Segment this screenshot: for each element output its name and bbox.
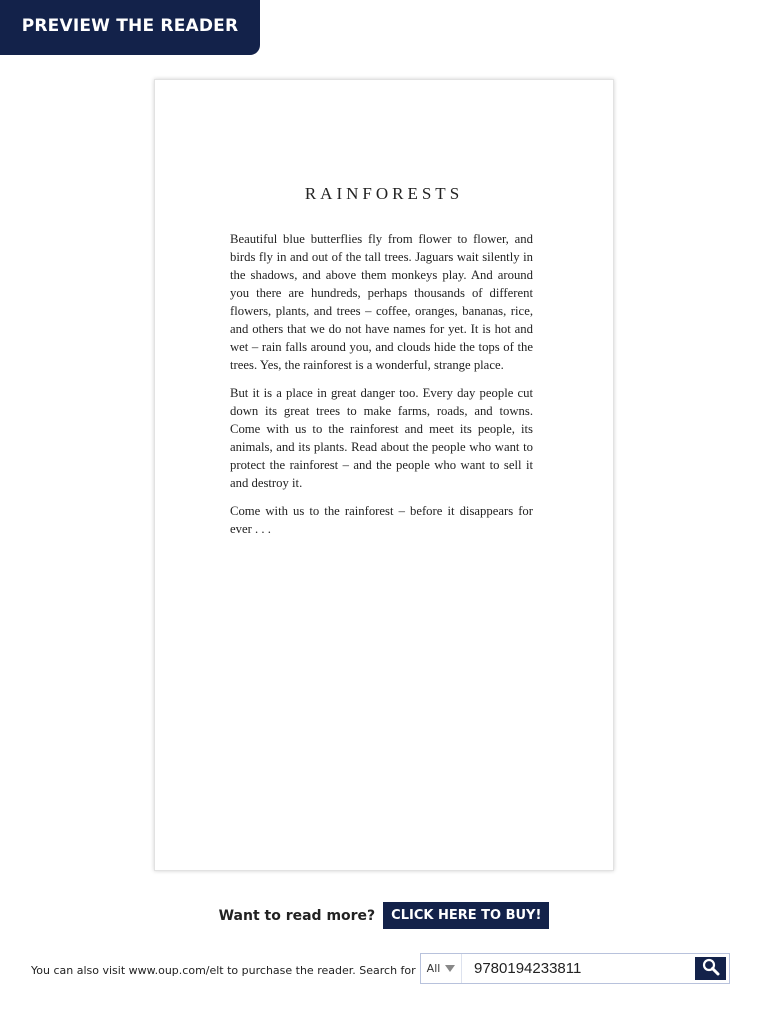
book-paragraph-2: But it is a place in great danger too. Every day people cut down its great trees to make farms, roads, and towns. Come with us to the rainforest and meet its people, its animals, and its plants. Read about the people who want to protect the rainforest – and the people who want to sell it and destroy it.	[230, 386, 533, 490]
search-icon	[702, 958, 720, 979]
search-filter-select[interactable]	[421, 954, 462, 983]
header-title: PREVIEW THE READER	[21, 16, 239, 36]
book-text	[230, 230, 533, 548]
buy-button[interactable]: CLICK HERE TO BUY!	[383, 902, 549, 929]
buy-cta	[0, 902, 768, 929]
book-page-preview	[154, 79, 614, 871]
chevron-down-icon	[445, 965, 455, 972]
footer-text: You can also visit www.oup.com/elt to purchase the reader. Search for	[31, 964, 416, 977]
book-paragraph-3: Come with us to the rainforest – before it disappears for ever . . .	[230, 504, 533, 536]
cta-label: Want to read more?	[218, 907, 376, 924]
book-title: RAINFORESTS	[304, 184, 464, 203]
search-box	[420, 953, 730, 984]
search-filter-value: All	[426, 962, 441, 975]
book-paragraph-1: Beautiful blue butterflies fly from flower to flower, and birds fly in and out of the tall trees. Jaguars wait silently in the shadows, and above them monkeys play. And around you there are hundreds, perhaps thousands of different flowers, plants, and trees – coffee, oranges, bananas, rice, and others that we do not have names for yet. It is hot and wet – rain falls around you, and clouds hide the tops of the trees. Yes, the rainforest is a wonderful, strange place.	[230, 232, 533, 372]
search-button[interactable]	[695, 957, 726, 980]
search-input[interactable]	[462, 954, 695, 983]
preview-header-tab	[0, 0, 260, 55]
